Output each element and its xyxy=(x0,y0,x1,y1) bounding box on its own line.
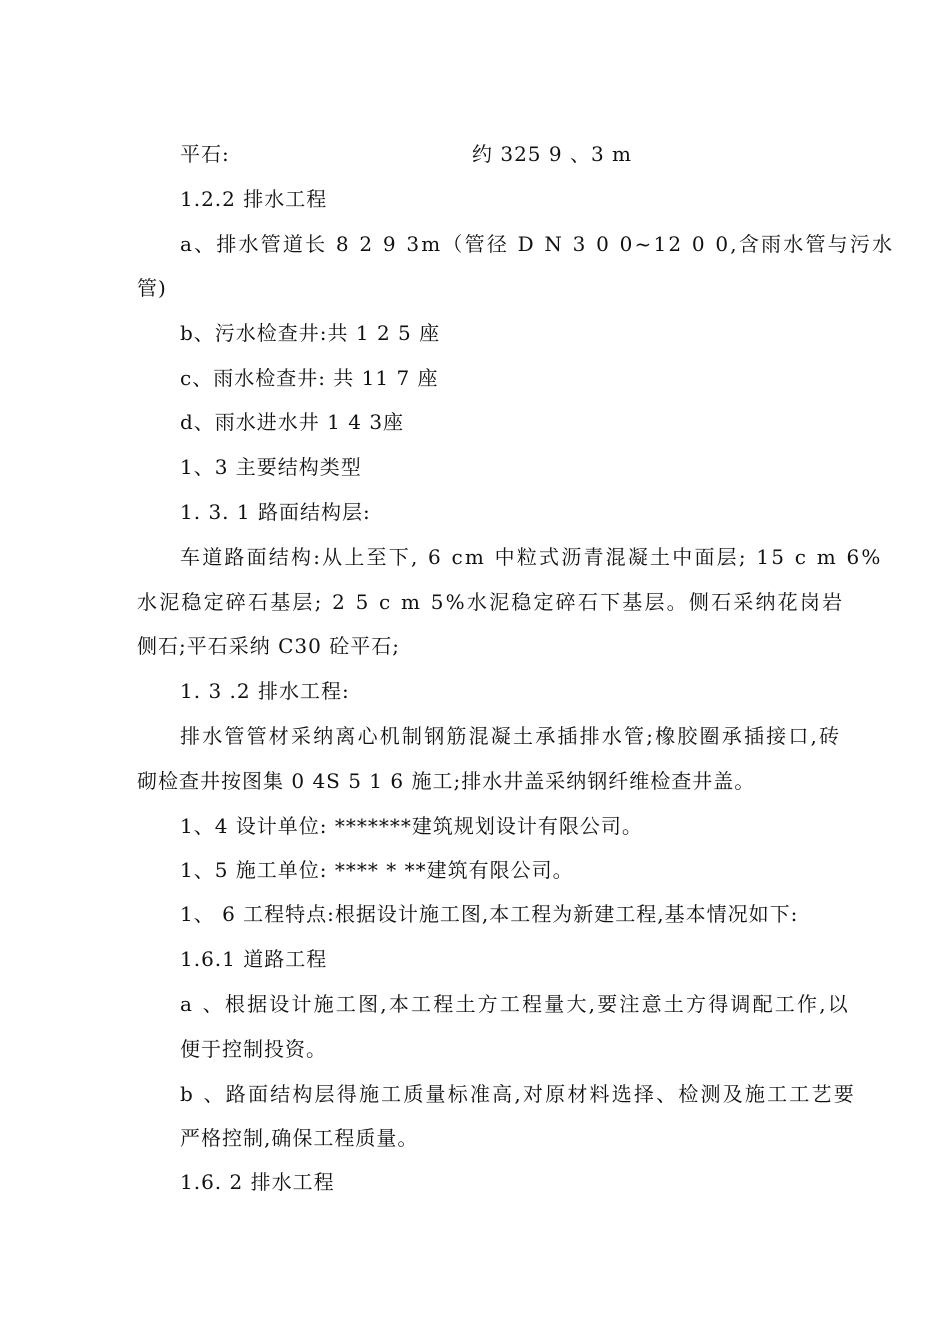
paragraph-line: 砌检查井按图集 0 4S 5 1 6 施工;排水井盖采纳钢纤维检查井盖。 xyxy=(137,769,756,793)
paragraph-line: 1、5 施工单位: **** * **建筑有限公司。 xyxy=(180,858,574,882)
section-heading: 1. 3 .2 排水工程: xyxy=(180,679,350,703)
paragraph-line: 侧石;平石采纳 C30 砼平石; xyxy=(137,634,400,658)
paragraph-line: 水泥稳定碎石基层; 2 5 c m 5%水泥稳定碎石下基层。侧石采纳花岗岩 xyxy=(137,590,845,614)
ping-shi-value: 约 325 9 、3 m xyxy=(472,142,633,166)
paragraph-line: 排水管管材采纳离心机制钢筋混凝土承插排水管;橡胶圈承插接口,砖 xyxy=(180,724,842,748)
paragraph-line: 严格控制,确保工程质量。 xyxy=(180,1126,419,1150)
paragraph-line: 1、4 设计单位: *******建筑规划设计有限公司。 xyxy=(180,814,643,838)
paragraph-line: 1、 6 工程特点:根据设计施工图,本工程为新建工程,基本情况如下: xyxy=(180,902,799,926)
ping-shi-label: 平石: xyxy=(180,142,230,166)
section-heading: 1、3 主要结构类型 xyxy=(180,455,362,479)
section-heading: 1.6. 2 排水工程 xyxy=(180,1170,335,1194)
section-heading: 1. 3. 1 路面结构层: xyxy=(180,500,371,524)
list-item: b、污水检查井:共 1 2 5 座 xyxy=(180,321,441,345)
paragraph-line: a 、根据设计施工图,本工程土方工程量大,要注意土方得调配工作,以 xyxy=(180,992,850,1016)
paragraph-line: 便于控制投资。 xyxy=(180,1037,327,1061)
section-heading: 1.6.1 道路工程 xyxy=(180,947,328,971)
list-item: d、雨水进水井 1 4 3座 xyxy=(180,410,405,434)
paragraph-line: a、排水管道长 8 2 9 3m（管径 D N 3 0 0~12 0 0,含雨水管与污水 xyxy=(180,232,895,256)
list-item: c、雨水检查井: 共 11 7 座 xyxy=(180,366,439,390)
section-heading: 1.2.2 排水工程 xyxy=(180,187,328,211)
paragraph-line: 车道路面结构:从上至下, 6 cm 中粒式沥青混凝土中面层; 15 c m 6% xyxy=(180,545,883,569)
paragraph-line: 管) xyxy=(137,276,167,300)
paragraph-line: b 、路面结构层得施工质量标准高,对原材料选择、检测及施工工艺要 xyxy=(180,1082,856,1106)
ping-shi-row xyxy=(180,140,633,168)
